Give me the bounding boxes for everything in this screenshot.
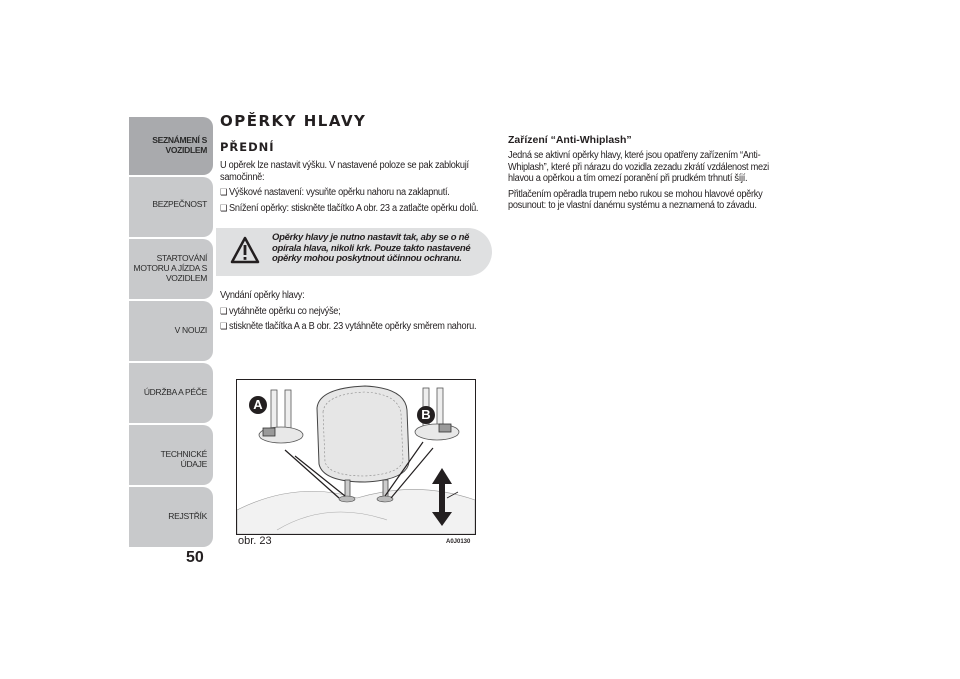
- anti-whiplash-heading: Zařízení “Anti-Whiplash”: [508, 134, 632, 146]
- headrest-illustration: [237, 380, 475, 534]
- tab-label: STARTOVÁNÍ MOTORU A JÍZDA S VOZIDLEM: [133, 253, 207, 283]
- chapter-sidebar: [129, 117, 213, 549]
- callout-b-label: B: [421, 407, 431, 422]
- tab-udrzba[interactable]: [129, 363, 213, 423]
- tab-label: TECHNICKÉ ÚDAJE: [160, 449, 207, 469]
- left-column: [220, 112, 500, 337]
- page-number: 50: [186, 549, 204, 566]
- figure-caption: obr. 23: [238, 535, 272, 547]
- anti-whiplash-paragraph-1: Jedná se aktivní opěrky hlavy, které jsou opatřeny zařízením “Anti-Whiplash”, které při nárazu do vozidla zezadu zkrátí vzdálenost mezi hlavou a opěrkou a tím omezí poranění při prudkém trhnutí šíjí.: [508, 150, 769, 184]
- tab-bezpecnost[interactable]: [129, 177, 213, 237]
- warning-text: Opěrky hlavy je nutno nastavit tak, aby se o ně opírala hlava, nikoli krk. Pouze takto nastavené opěrky mohou poskytnout účinnou ochranu.: [272, 232, 471, 264]
- intro-paragraph: U opěrek lze nastavit výšku. V nastavené poloze se pak zablokují samočinně:: [220, 160, 469, 183]
- warning-box: [216, 228, 492, 276]
- warning-triangle-icon: [230, 236, 260, 264]
- bullet-item: ❏ vytáhněte opěrku co nejvýše;: [220, 306, 496, 318]
- bullet-item: ❏ Snížení opěrky: stiskněte tlačítko A obr. 23 a zatlačte opěrku dolů.: [220, 203, 496, 215]
- tab-seznameni[interactable]: [129, 117, 213, 175]
- bullet-item: ❏ stiskněte tlačítka A a B obr. 23 vytáhněte opěrky směrem nahoru.: [220, 321, 496, 333]
- section-title: OPĚRKY HLAVY: [220, 112, 367, 130]
- tab-label: V NOUZI: [174, 325, 207, 335]
- tab-v-nouzi[interactable]: [129, 301, 213, 361]
- tab-technicke-udaje[interactable]: [129, 425, 213, 485]
- tab-label: BEZPEČNOST: [152, 199, 207, 209]
- tab-label: ÚDRŽBA A PÉČE: [143, 387, 207, 397]
- tab-startovani[interactable]: [129, 239, 213, 299]
- headrest-figure: [236, 379, 476, 535]
- removal-intro: Vyndání opěrky hlavy:: [220, 290, 305, 301]
- subsection-title: PŘEDNÍ: [220, 140, 275, 154]
- right-column: [508, 134, 780, 216]
- bullet-item: ❏ Výškové nastavení: vysuňte opěrku nahoru na zaklapnutí.: [220, 187, 496, 199]
- tab-label: SEZNÁMENÍ S VOZIDLEM: [152, 135, 207, 155]
- callout-a: [249, 396, 267, 414]
- figure-code: A0J0130: [446, 539, 471, 545]
- callout-b: [417, 406, 435, 424]
- tab-rejstrik[interactable]: [129, 487, 213, 547]
- tab-label: REJSTŘÍK: [168, 511, 207, 521]
- callout-a-label: A: [253, 397, 263, 412]
- anti-whiplash-paragraph-2: Přitlačením opěradla trupem nebo rukou se mohou hlavové opěrky posunout: to je vlastní danému systému a neznamená to závadu.: [508, 188, 763, 211]
